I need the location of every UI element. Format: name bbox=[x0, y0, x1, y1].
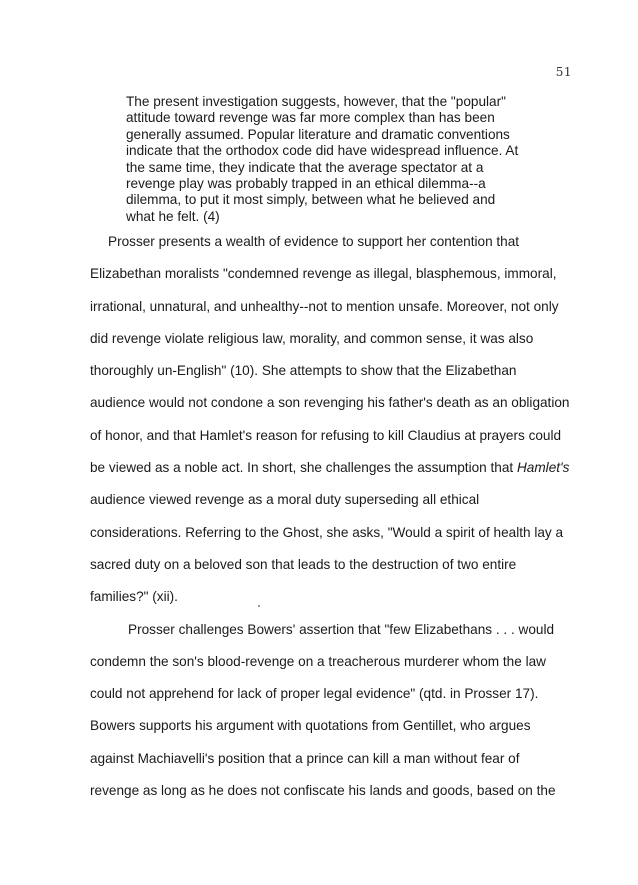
block-quote-line: what he felt. (4) bbox=[126, 208, 220, 224]
block-quote bbox=[126, 94, 546, 225]
page-number: 51 bbox=[555, 65, 572, 79]
paragraph-line: could not apprehend for lack of proper legal evidence" (qtd. in Prosser 17). bbox=[90, 686, 539, 702]
block-quote-line: the same time, they indicate that the average spectator at a bbox=[126, 159, 484, 175]
scan-speck bbox=[258, 605, 260, 607]
paragraph-line: revenge as long as he does not confiscate his lands and goods, based on the bbox=[90, 783, 556, 799]
block-quote-line: The present investigation suggests, however, that the "popular" bbox=[126, 94, 506, 109]
paragraph-line-text: be viewed as a noble act. In short, she challenges the assumption that bbox=[90, 460, 517, 476]
paragraph-line: audience would not condone a son revenging his father's death as an obligation bbox=[90, 395, 570, 411]
block-quote-line: indicate that the orthodox code did have widespread influence. At bbox=[126, 143, 519, 159]
paragraph-line bbox=[90, 460, 590, 492]
paragraph-line: Elizabethan moralists "condemned revenge as illegal, blasphemous, immoral, bbox=[90, 266, 557, 282]
italic-title: Hamlet's bbox=[516, 460, 570, 476]
block-quote-line: revenge play was probably trapped in an ethical dilemma--a bbox=[126, 176, 486, 192]
paragraph-line: thoroughly un-English" (10). She attempts to show that the Elizabethan bbox=[90, 363, 517, 379]
body-text bbox=[90, 234, 590, 815]
paragraph-line: audience viewed revenge as a moral duty superseding all ethical bbox=[90, 492, 480, 508]
block-quote-line: dilemma, to put it most simply, between what he believed and bbox=[126, 192, 496, 208]
paragraph-line: did revenge violate religious law, morality, and common sense, it was also bbox=[90, 330, 534, 346]
paragraph-line: families?" (xii). bbox=[90, 589, 178, 605]
paragraph-line: sacred duty on a beloved son that leads to the destruction of two entire bbox=[90, 556, 517, 572]
paragraph-line: Bowers supports his argument with quotations from Gentillet, who argues bbox=[90, 718, 531, 734]
paragraph-line: condemn the son's blood-revenge on a treacherous murderer whom the law bbox=[90, 653, 546, 669]
paragraph-line: Prosser presents a wealth of evidence to support her contention that bbox=[108, 234, 520, 249]
paragraph-line: against Machiavelli's position that a prince can kill a man without fear of bbox=[90, 750, 520, 766]
paragraph-line: irrational, unnatural, and unhealthy--not to mention unsafe. Moreover, not only bbox=[90, 298, 559, 314]
paragraph-line: considerations. Referring to the Ghost, she asks, "Would a spirit of health lay a bbox=[90, 524, 564, 540]
paragraph-line: of honor, and that Hamlet's reason for refusing to kill Claudius at prayers could bbox=[90, 427, 562, 443]
block-quote-line: attitude toward revenge was far more complex than has been bbox=[126, 110, 495, 126]
paragraph-line: Prosser challenges Bowers' assertion that "few Elizabethans . . . would bbox=[128, 621, 555, 637]
block-quote-line: generally assumed. Popular literature and dramatic conventions bbox=[126, 126, 510, 142]
